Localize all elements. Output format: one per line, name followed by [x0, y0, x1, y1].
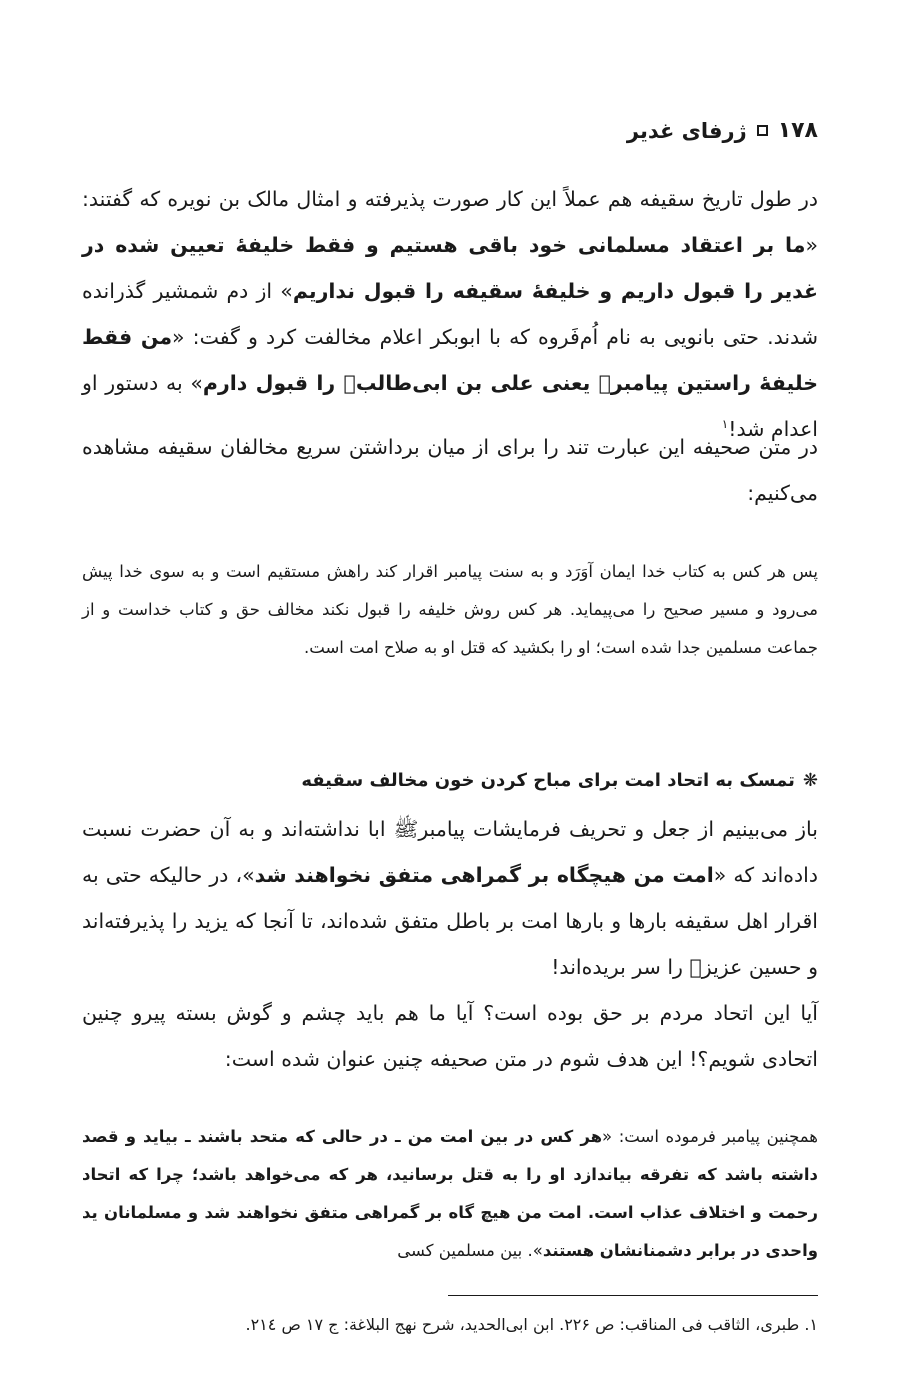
page-number: ۱۷۸ [777, 118, 818, 143]
quote-block-1: پس هر کس به کتاب خدا ایمان آوَرَد و به سنت پیامبر اقرار کند راهش مستقیم است و به سوی خدا پیش می‌رود و مسیر صحیح را می‌پیماید. هر کس روش خلیفه را قبول نکند مخالف حق و کتاب خداست و از جماعت مسلمین جدا شده است؛ او را بکشید که قتل او به صلاح امت است. [82, 562, 818, 657]
asterisk-icon: ❋ [802, 770, 818, 791]
paragraph-1-text-b: » از دم شمشیر گذرانده شدند. حتی بانویی به نام اُم‌فَروه که با ابوبکر اعلام مخالفت کرد و گفت: « [82, 279, 818, 349]
quote-2-bold-text: هر کس در بین امت من ـ در حالی که متحد باشند ـ بیاید و قصد داشته باشد که تفرقه بیاندازد او را به قتل برسانید، هر که می‌خواهد باشد؛ چرا که اتحاد رحمت و اختلاف عذاب است. امت من هیچ گاه بر گمراهی متفق نخواهند شد و مسلمانان ید واحدی در برابر دشمنانشان هستند [82, 1127, 818, 1260]
paragraph-3-text-a: باز می‌بینیم از جعل و تحریف فرمایشات پیامبرﷺ ابا نداشته‌اند و به آن حضرت نسبت داده‌اند که « [82, 817, 818, 887]
paragraph-4: آیا این اتحاد مردم بر حق بوده است؟ آیا ما هم باید چشم و گوش بسته پیرو چنین اتحادی شویم؟! این هدف شوم در متن صحیفه چنین عنوان شده است: [82, 1001, 818, 1071]
paragraph-3 [82, 806, 818, 990]
footnote: ۱. طبری، الثاقب فی المناقب: ص ۲۲۶. ابن ابی‌الحدید، شرح نهج البلاغة: ج ۱۷ ص ۲۱٤. [245, 1315, 818, 1334]
paragraph-3-bold-quote: امت من هیچگاه بر گمراهی متفق نخواهند شد [254, 863, 714, 887]
page-header [627, 118, 818, 143]
square-separator-icon [757, 125, 768, 136]
section-heading-text: تمسک به اتحاد امت برای مباح کردن خون مخالف سقیفه [301, 770, 795, 791]
book-title: ژرفای غدیر [626, 118, 747, 143]
section-heading [82, 766, 818, 796]
quote-2-text-b: ». بین مسلمین کسی [397, 1241, 543, 1260]
paragraph-2: در متن صحیفه این عبارت تند را برای از میان برداشتن سریع مخالفان سقیفه مشاهده می‌کنیم: [82, 435, 818, 505]
paragraph-1-text-c: » به دستور او اعدام شد! [82, 371, 818, 441]
paragraph-1-bold-quote-b: من فقط خلیفهٔ راستین پیامبرﷺ یعنی علی بن ابی‌طالبؑ را قبول دارم [82, 325, 818, 395]
paragraph-1 [82, 176, 818, 452]
footnote-reference[interactable]: ۱ [721, 417, 729, 432]
quote-2-text-a: همچنین پیامبر فرموده است: « [602, 1127, 818, 1146]
footnote-divider [448, 1295, 818, 1296]
paragraph-3-text-b: »، در حالیکه حتی به اقرار اهل سقیفه بارها و بارها امت بر باطل متفق شده‌اند، تا آنجا که یزید را پذیرفته‌اند و حسین عزیزؑ را سر بریده‌اند! [82, 863, 818, 979]
paragraph-1-bold-quote-a: ما بر اعتقاد مسلمانی خود باقی هستیم و فقط خلیفهٔ تعیین شده در غدیر را قبول داریم و خلیفهٔ سقیفه را قبول نداریم [82, 233, 818, 303]
quote-block-2 [82, 1118, 818, 1270]
paragraph-1-text-a: در طول تاریخ سقیفه هم عملاً این کار صورت پذیرفته و امثال مالک بن نویره که گفتند: « [82, 187, 818, 257]
